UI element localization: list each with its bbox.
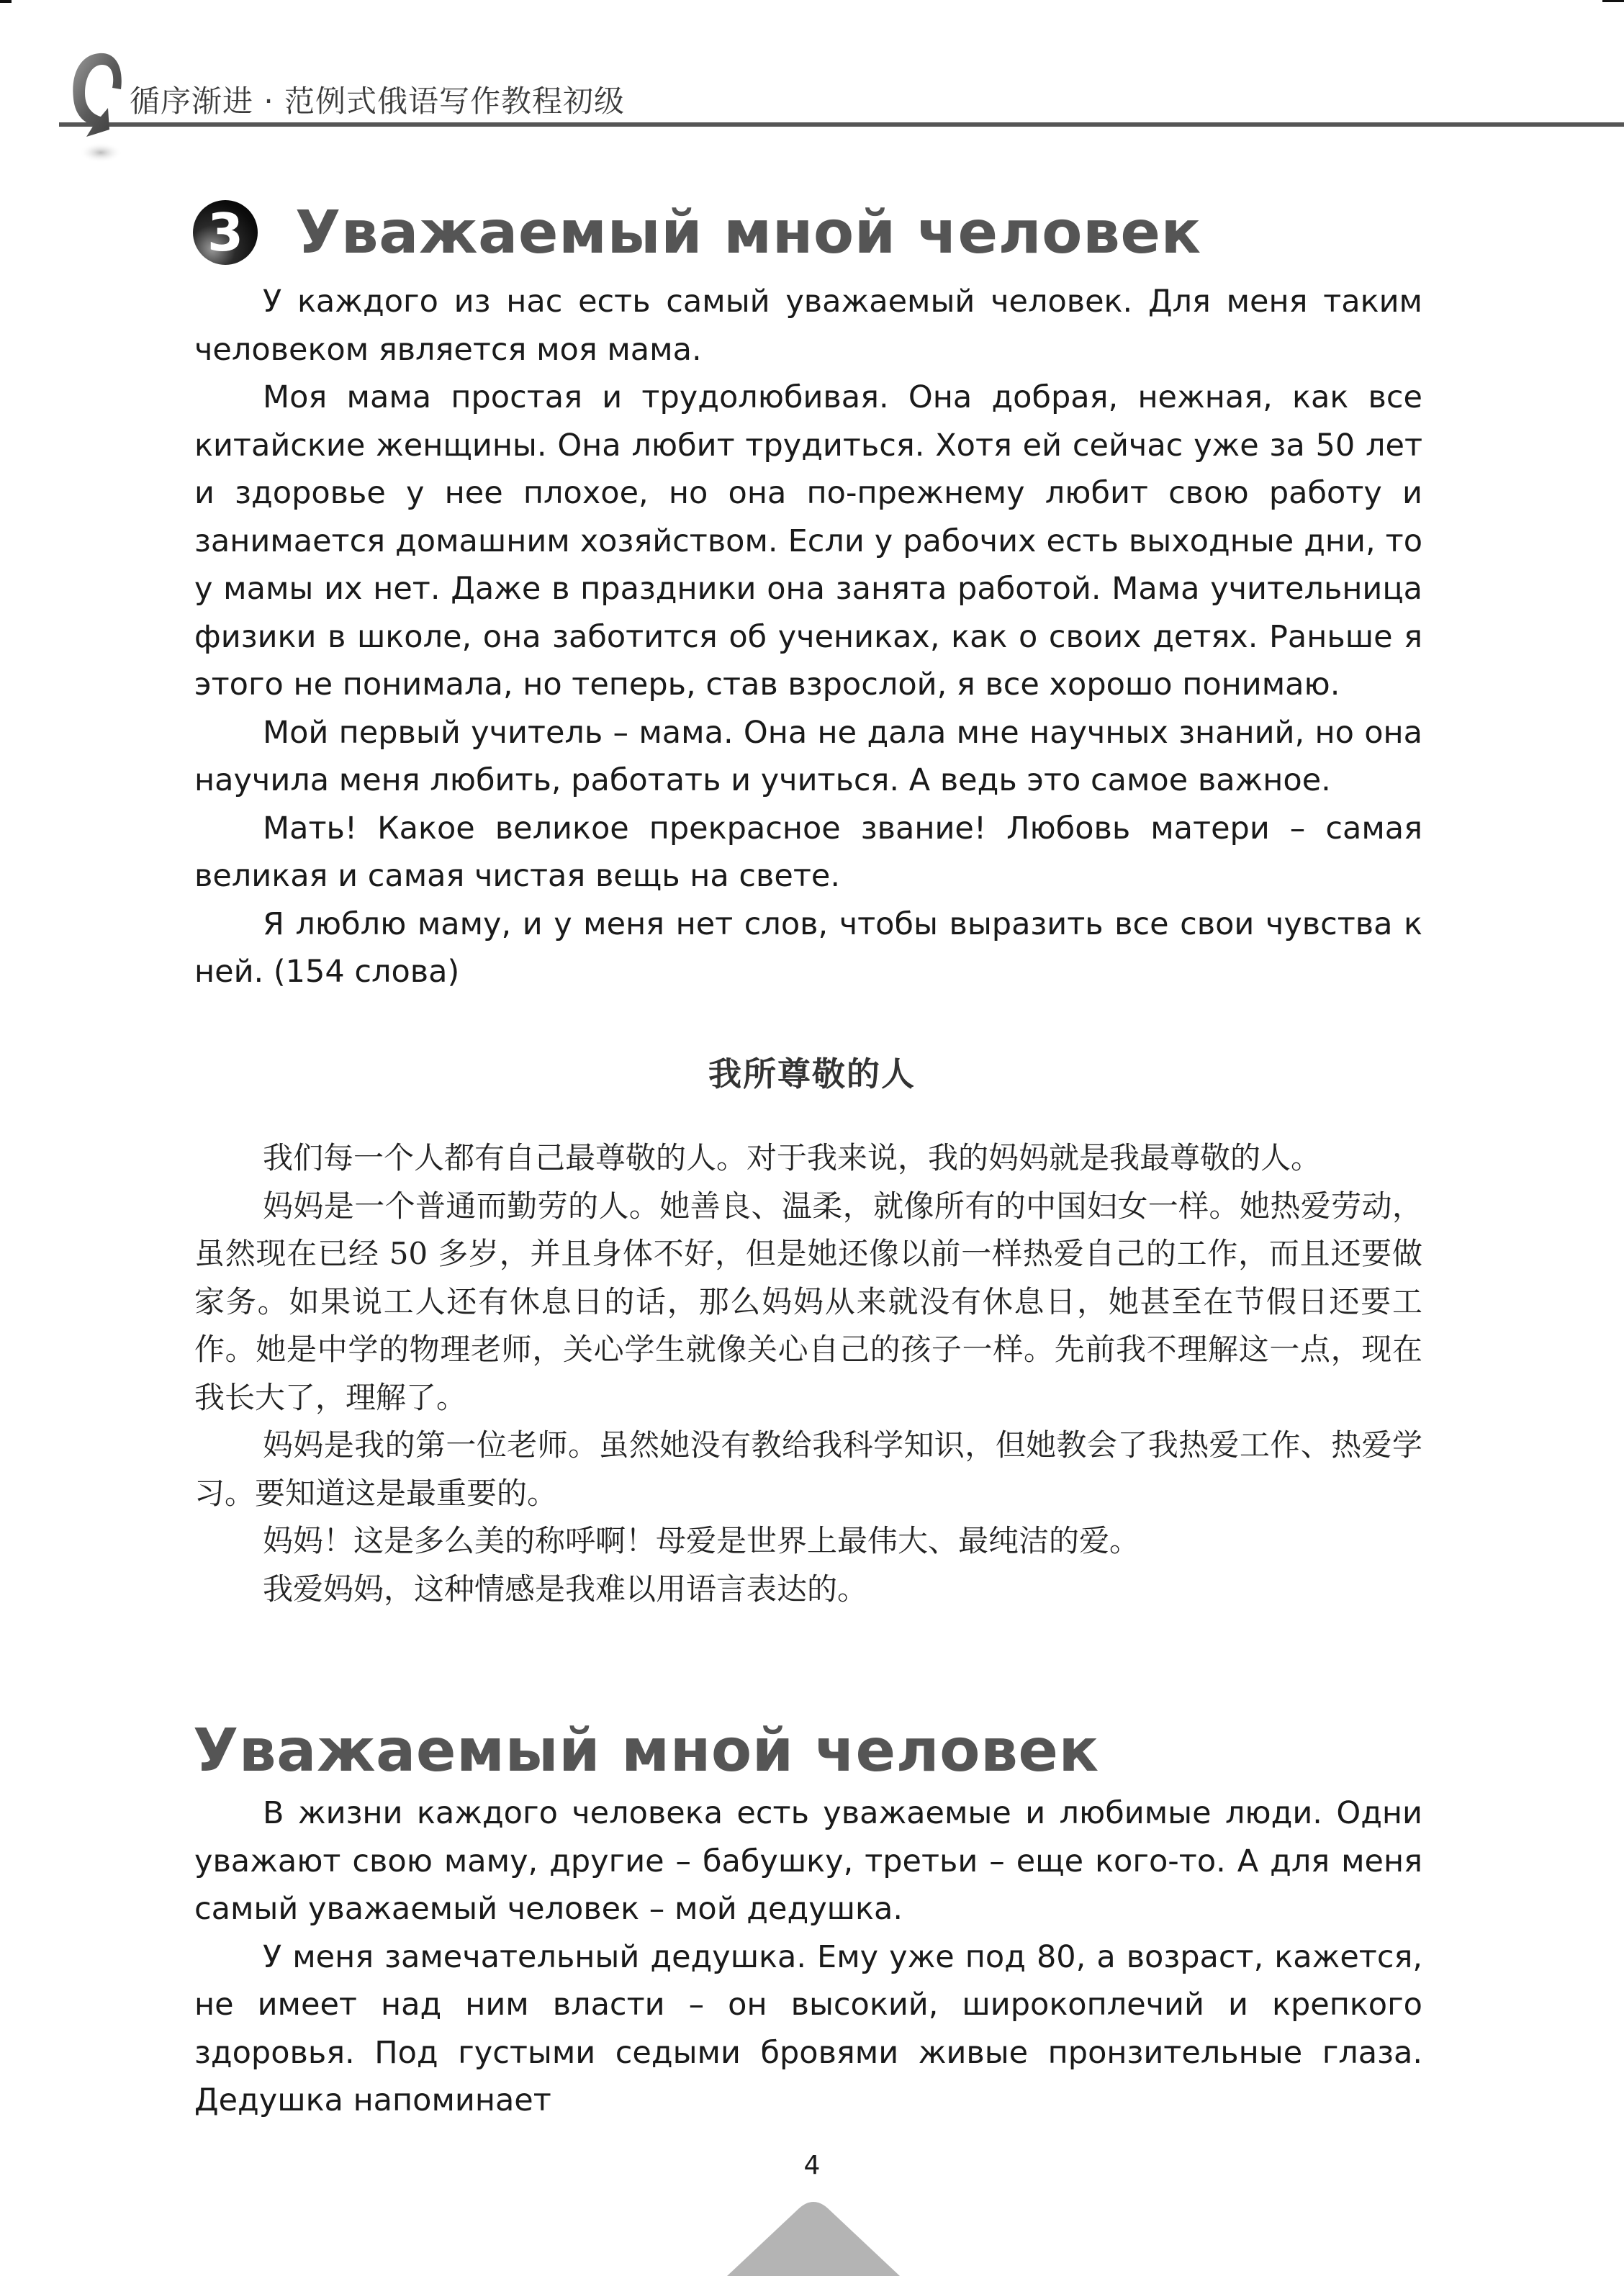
paragraph: У меня замечательный дедушка. Ему уже под 80, а возраст, кажется, не имеет над ним власти – он высокий, широкоплечий и крепкого здоровья. Под густыми седыми бровями живые пронзительные глаза. Дедушка напоминает — [194, 1938, 1422, 2118]
russian-essay — [194, 278, 1422, 996]
chinese-translation — [194, 1134, 1422, 1613]
paragraph: 妈妈是一个普通而勤劳的人。她善良、温柔，就像所有的中国妇女一样。她热爱劳动，虽然现在已经 50 多岁，并且身体不好，但是她还像以前一样热爱自己的工作，而且还要做家务。如果说工人还有休息日的话，那么妈妈从来就没有休息日，她甚至在节假日还要工作。她是中学的物理老师，关心学生就像关心自己的孩子一样。先前我不理解这一点，现在我长大了，理解了。 — [194, 1188, 1422, 1415]
paragraph: Я люблю маму, и у меня нет слов, чтобы выразить все свои чувства к ней. (154 слова) — [194, 906, 1422, 990]
paragraph: 我爱妈妈，这种情感是我难以用语言表达的。 — [263, 1571, 868, 1607]
book-title: 循序渐进 · 范例式俄语写作教程初级 — [130, 83, 626, 119]
section-title: Уважаемый мной человек — [295, 198, 1201, 267]
paragraph: 妈妈是我的第一位老师。虽然她没有教给我科学知识，但她教会了我热爱工作、热爱学习。要知道这是最重要的。 — [194, 1427, 1422, 1511]
paragraph: 妈妈！这是多么美的称呼啊！母爱是世界上最伟大、最纯洁的爱。 — [263, 1523, 1140, 1558]
translation-title: 我所尊敬的人 — [708, 1055, 916, 1093]
paragraph: Мать! Какое великое прекрасное звание! Любовь матери – самая великая и самая чистая вещь на свете. — [194, 810, 1422, 894]
russian-essay — [194, 1789, 1422, 2125]
section-heading — [193, 193, 1201, 272]
paragraph: 我们每一个人都有自己最尊敬的人。对于我来说，我的妈妈就是我最尊敬的人。 — [263, 1140, 1322, 1175]
section-number-badge: 3 — [193, 200, 258, 265]
page-number: 4 — [803, 2151, 821, 2180]
page-tab-triangle-icon — [727, 2197, 900, 2276]
paragraph: Мой первый учитель – мама. Она не дала мне научных знаний, но она научила меня любить, работать и учиться. А ведь это самое важное. — [194, 714, 1422, 798]
paragraph: В жизни каждого человека есть уважаемые и любимые люди. Одни уважают свою маму, другие – бабушку, третьи – еще кого-то. А для меня самый уважаемый человек – мой дедушка. — [194, 1795, 1422, 1927]
section-title: Уважаемый мной человек — [193, 1717, 1099, 1785]
paragraph: У каждого из нас есть самый уважаемый человек. Для меня таким человеком является моя мама. — [194, 284, 1422, 368]
paragraph: Моя мама простая и трудолюбивая. Она добрая, нежная, как все китайские женщины. Она любит трудиться. Хотя ей сейчас уже за 50 лет и здоровье у нее плохое, но она по-прежнему любит свою работу и занимается домашним хозяйством. Если у рабочих есть выходные дни, то у мамы их нет. Даже в праздники она занята работой. Мама учительница физики в школе, она заботится об учениках, как о своих детях. Раньше я этого не понимала, но теперь, став взрослой, я все хорошо понимаю. — [194, 379, 1422, 703]
header-rule — [59, 122, 1624, 127]
running-header — [0, 0, 1624, 173]
